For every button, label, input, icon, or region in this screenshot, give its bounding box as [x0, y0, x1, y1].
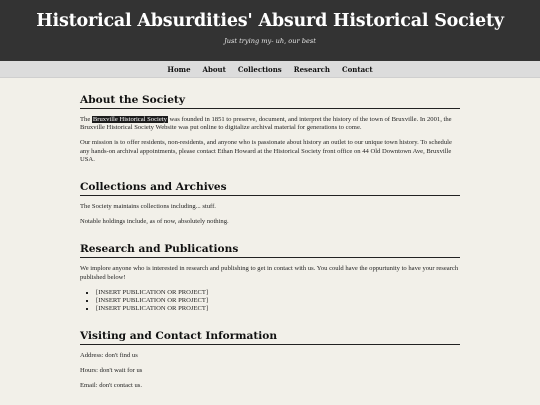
- about-heading: About the Society: [80, 94, 460, 109]
- site-tagline: Just trying my- uh, our best: [224, 37, 316, 45]
- hours-line: Hours: don't wait for us: [80, 367, 143, 375]
- list-item: ▪ [INSERT PUBLICATION OR PROJECT]: [96, 297, 460, 305]
- about-text-pre: The: [80, 116, 92, 123]
- nav-research-link[interactable]: Research: [293, 64, 330, 74]
- about-section: [80, 94, 460, 164]
- nav-about-link[interactable]: About: [202, 64, 226, 74]
- research-paragraph: We implore anyone who is interested in research and publishing to get in contact with us. You could have the oppurtunity to have your research published below!: [80, 265, 459, 281]
- main-nav: [0, 61, 540, 78]
- email-line: Email: don't contact us.: [80, 382, 142, 390]
- research-heading: Research and Publications: [80, 243, 460, 258]
- site-header: [0, 0, 540, 61]
- main-content: [80, 78, 460, 390]
- list-item: ▪ [INSERT PUBLICATION OR PROJECT]: [96, 289, 460, 297]
- visiting-heading: Visiting and Contact Information: [80, 330, 460, 345]
- nav-contact-link[interactable]: Contact: [342, 64, 373, 74]
- collections-heading: Collections and Archives: [80, 181, 460, 196]
- publication-list: [96, 289, 460, 313]
- about-text-post: was founded in 1851 to preserve, document, and interpret the history of the town of Bruxville. In 2001, the Bruxville Historical Society Website was put online to digitalize archival material for generations to come.: [80, 116, 452, 132]
- list-item: ▪ [INSERT PUBLICATION OR PROJECT]: [96, 305, 460, 313]
- site-title: Historical Absurdities' Absurd Historical Society: [36, 11, 504, 31]
- collections-paragraph-1: The Society maintains collections including... stuff.: [80, 203, 216, 211]
- address-line: Address: don't find us: [80, 351, 138, 359]
- research-section: [80, 243, 460, 312]
- collections-paragraph-2: Notable holdings include, as of now, absolutely nothing.: [80, 218, 229, 226]
- nav-home-link[interactable]: Home: [167, 64, 191, 74]
- selected-society-name: Bruxville Historical Society: [92, 116, 167, 123]
- visiting-section: [80, 330, 460, 391]
- nav-collections-link[interactable]: Collections: [237, 64, 282, 74]
- collections-section: [80, 181, 460, 226]
- about-paragraph-2: Our mission is to offer residents, non-residents, and anyone who is passionate about history an outlet to our unique town history. To schedule any hands-on archival appointments, please contact Ethan Howard at the Historical Society front office on 44 Old Downtown Ave, Bruxville USA.: [80, 139, 452, 163]
- about-paragraph-1: [80, 116, 460, 132]
